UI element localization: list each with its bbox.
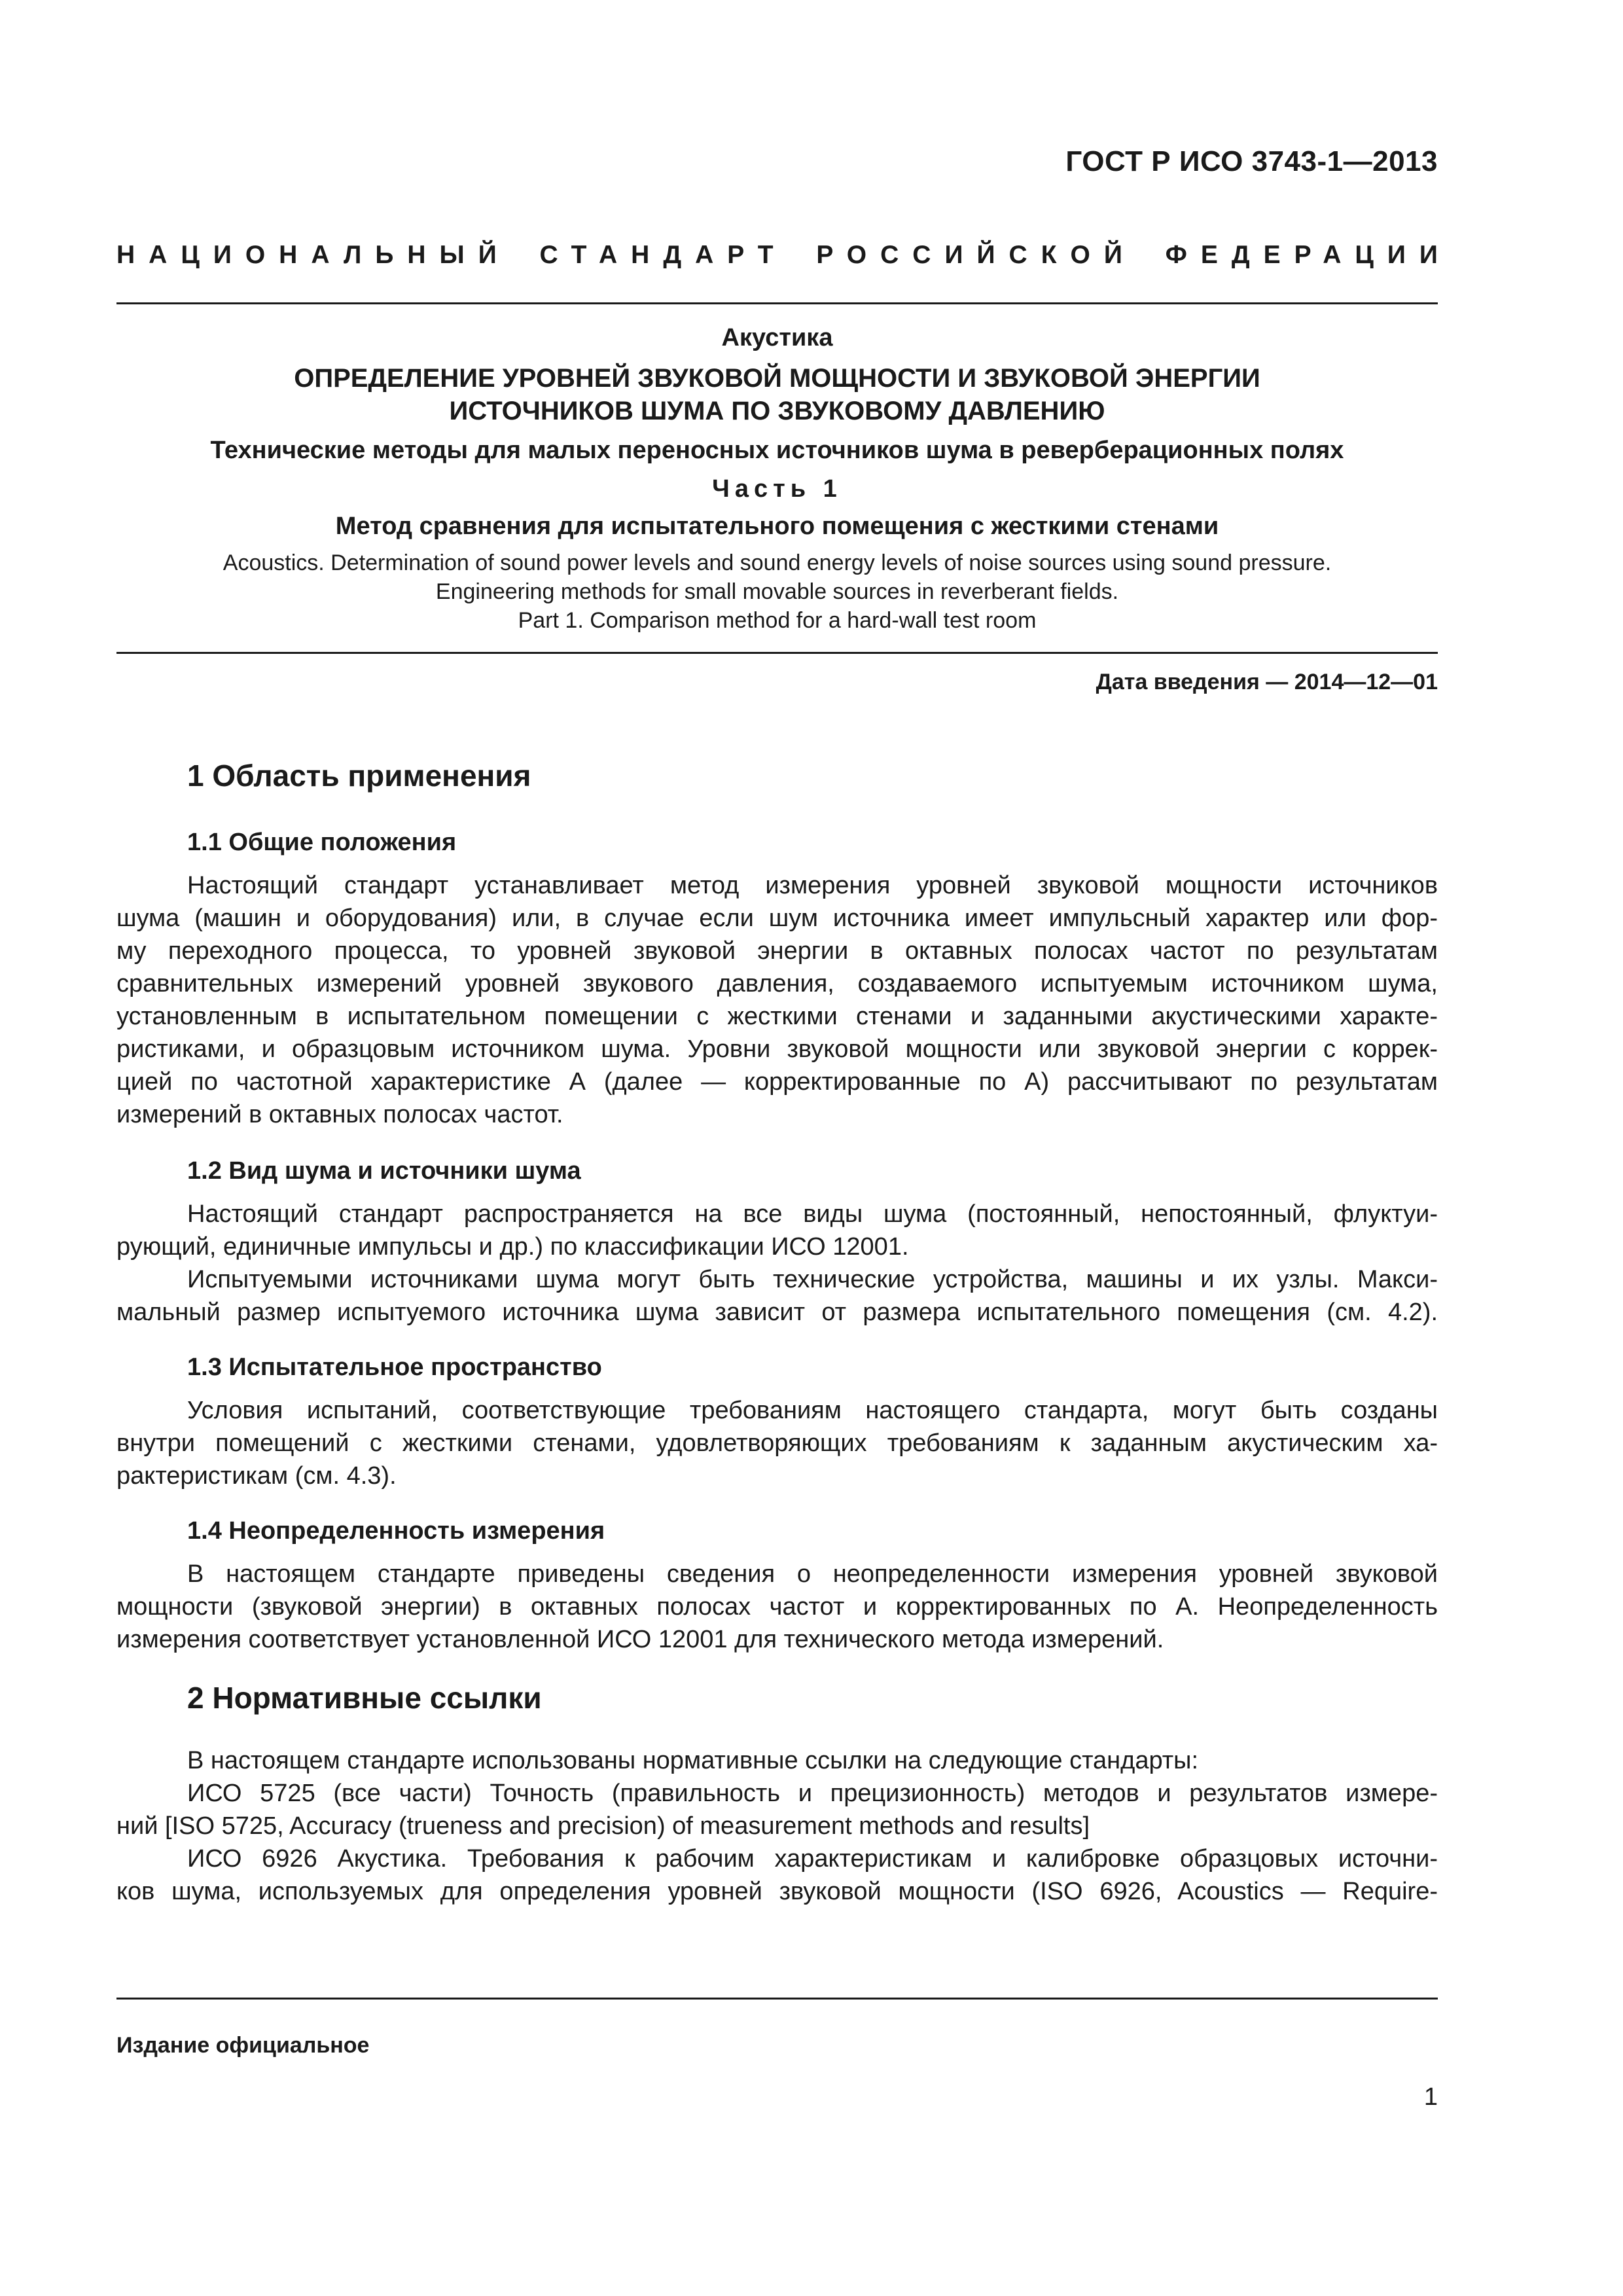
banner-word: ФЕДЕРАЦИИ <box>1165 241 1452 269</box>
section-1-heading: 1 Область применения <box>187 759 531 793</box>
text-line: ний [ISO 5725, Accuracy (trueness and precision) of measurement methods and results] <box>116 1812 1090 1840</box>
subsection-1-4-text <box>116 1558 1438 1656</box>
section-2-text <box>116 1744 1438 1908</box>
text-line: Настоящий стандарт распространяется на все виды шума (постоянный, непостоянный, флуктуи- <box>187 1200 1438 1228</box>
text-line: ИСО 5725 (все части) Точность (правильность и прецизионность) методов и результатов измере- <box>187 1780 1438 1807</box>
banner-word: РОССИЙСКОЙ <box>816 241 1136 269</box>
text-line: мощности (звуковой энергии) в октавных полосах частот и корректированных по А. Неопределенность <box>116 1593 1438 1621</box>
subsection-1-3-text <box>116 1394 1438 1492</box>
english-title-line: Acoustics. Determination of sound power levels and sound energy levels of noise sources using sound pressure. <box>223 550 1332 575</box>
footer-rule <box>116 1998 1438 2000</box>
subtitle: Технические методы для малых переносных источников шума в реверберационных полях <box>210 437 1344 464</box>
subsection-1-4-heading: 1.4 Неопределенность измерения <box>187 1517 605 1545</box>
text-line: Испытуемыми источниками шума могут быть технические устройства, машины и их узлы. Макси- <box>187 1266 1438 1293</box>
text-line: Условия испытаний, соответствующие требованиям настоящего стандарта, могут быть созданы <box>187 1397 1438 1424</box>
main-title-line: ОПРЕДЕЛЕНИЕ УРОВНЕЙ ЗВУКОВОЙ МОЩНОСТИ И ЗВУКОВОЙ ЭНЕРГИИ <box>294 364 1260 393</box>
text-line: рактеристикам (см. 4.3). <box>116 1462 397 1490</box>
english-title-line: Engineering methods for small movable sources in reverberant fields. <box>435 579 1119 604</box>
top-rule <box>116 302 1438 304</box>
main-title-line: ИСТОЧНИКОВ ШУМА ПО ЗВУКОВОМУ ДАВЛЕНИЮ <box>449 397 1105 425</box>
text-line: шума (машин и оборудования) или, в случае если шум источника имеет импульсный характер или фор- <box>116 905 1438 932</box>
subsection-1-3-heading: 1.3 Испытательное пространство <box>187 1354 602 1381</box>
text-line: му переходного процесса, то уровней звуковой энергии в октавных полосах частот по результатам <box>116 937 1438 965</box>
text-line: В настоящем стандарте приведены сведения о неопределенности измерения уровней звуковой <box>187 1560 1438 1588</box>
text-line: цией по частотной характеристике А (далее — корректированные по А) рассчитывают по результатам <box>116 1068 1438 1096</box>
subsection-1-2-heading: 1.2 Вид шума и источники шума <box>187 1157 581 1185</box>
standard-designation: ГОСТ Р ИСО 3743-1—2013 <box>1065 145 1438 177</box>
text-line: ИСО 6926 Акустика. Требования к рабочим характеристикам и калибровке образцовых источни- <box>187 1845 1438 1873</box>
text-line: рующий, единичные импульсы и др.) по классификации ИСО 12001. <box>116 1233 909 1261</box>
subsection-1-2-text <box>116 1198 1438 1329</box>
text-line: ристиками, и образцовым источником шума. Уровни звуковой мощности или звуковой энергии с коррек- <box>116 1035 1438 1063</box>
national-standard-banner <box>116 241 1452 270</box>
text-line: ков шума, используемых для определения уровней звуковой мощности (ISO 6926, Acoustics — Require- <box>116 1878 1438 1905</box>
part-number: Часть 1 <box>712 475 842 503</box>
introduction-date: Дата введения — 2014—12—01 <box>1096 670 1438 694</box>
page-number: 1 <box>1423 2083 1438 2111</box>
english-title <box>116 548 1438 635</box>
text-line: измерения соответствует установленной ИСО 12001 для технического метода измерений. <box>116 1626 1164 1653</box>
banner-word: НАЦИОНАЛЬНЫЙ <box>116 241 510 269</box>
main-title <box>116 362 1438 427</box>
text-line: Настоящий стандарт устанавливает метод измерения уровней звуковой мощности источников <box>187 872 1438 899</box>
text-line: внутри помещений с жесткими стенами, удовлетворяющих требованиям к заданным акустическим ха- <box>116 1429 1438 1457</box>
official-edition-label: Издание официальное <box>116 2033 370 2058</box>
english-title-line: Part 1. Comparison method for a hard-wall test room <box>518 608 1037 633</box>
text-line: мальный размер испытуемого источника шума зависит от размера испытательного помещения (см. 4.2). <box>116 1299 1438 1326</box>
text-line: сравнительных измерений уровней звукового давления, создаваемого испытуемым источником шума, <box>116 970 1438 997</box>
section-2-heading: 2 Нормативные ссылки <box>187 1681 542 1715</box>
text-line: В настоящем стандарте использованы нормативные ссылки на следующие стандарты: <box>187 1747 1199 1774</box>
title-acoustics: Акустика <box>721 324 833 351</box>
subsection-1-1-text <box>116 869 1438 1131</box>
subsection-1-1-heading: 1.1 Общие положения <box>187 829 457 856</box>
text-line: измерений в октавных полосах частот. <box>116 1101 563 1128</box>
text-line: установленным в испытательном помещении с жесткими стенами и заданными акустическими характе- <box>116 1003 1438 1030</box>
title-bottom-rule <box>116 652 1438 654</box>
part-title: Метод сравнения для испытательного помещения с жесткими стенами <box>335 512 1219 540</box>
banner-word: СТАНДАРТ <box>539 241 787 269</box>
